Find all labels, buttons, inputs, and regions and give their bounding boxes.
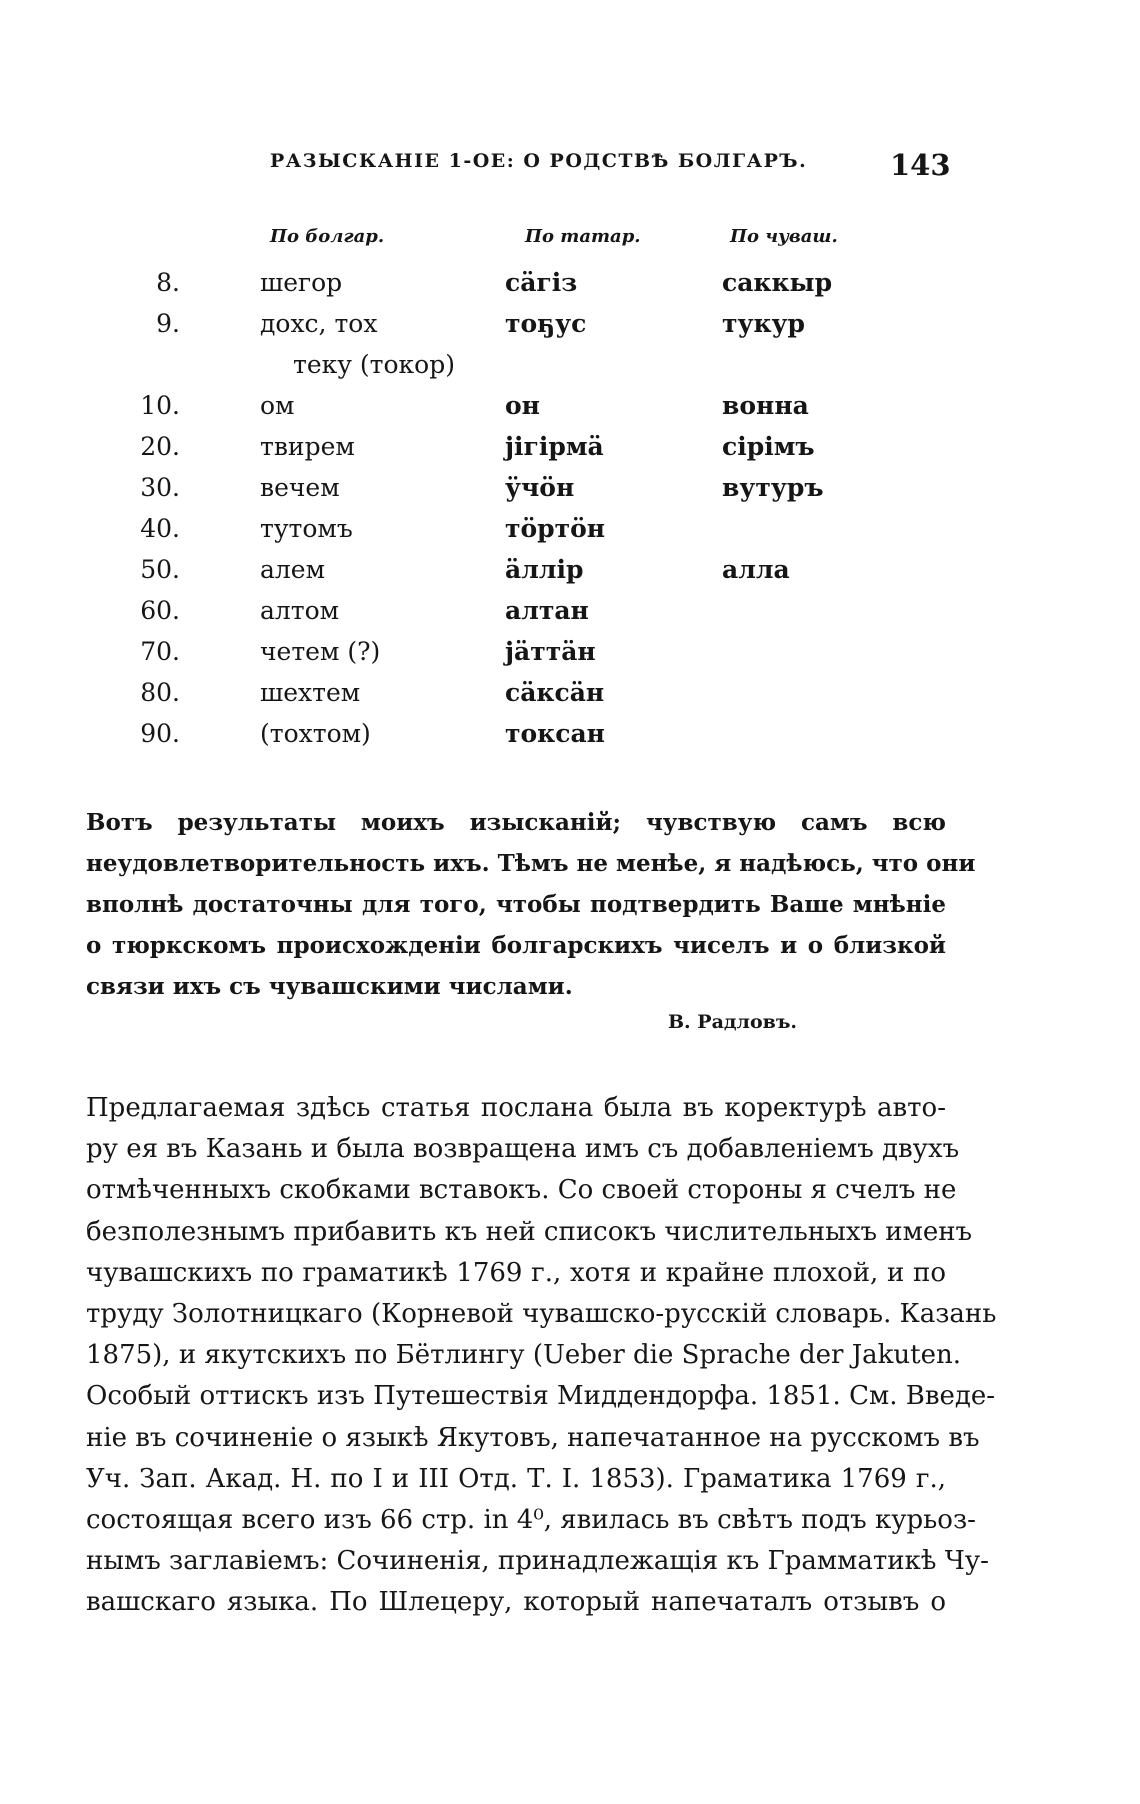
row-number: 60. [140, 596, 180, 625]
text-line: ру ея въ Казань и была возвращена имъ съ добавленіемъ двухъ [86, 1134, 960, 1165]
cell-tatar: ӓллір [505, 555, 584, 584]
cell-tatar: сӓксӓн [505, 678, 605, 707]
text-line: Вотъ результаты моихъ изысканій; чувствую самъ всю [86, 809, 946, 836]
cell-bulgar: ом [260, 391, 295, 420]
text-line: Предлагаемая здѣсь статья послана была въ коректурѣ авто- [86, 1093, 946, 1123]
cell-bulgar: вечем [260, 473, 340, 502]
cell-tatar: јігірмӓ [505, 432, 604, 461]
text-line: вашскаго языка. По Шлецеру, который напечаталъ отзывъ о [86, 1587, 946, 1618]
row-number: 90. [140, 719, 180, 748]
text-line: безполезнымъ прибавить къ ней списокъ числительныхъ именъ [86, 1216, 973, 1247]
cell-bulgar: твирем [260, 432, 355, 461]
text-line: ніе въ сочиненіе о языкѣ Якутовъ, напечатанное на русскомъ въ [86, 1422, 980, 1453]
cell-bulgar: дохс, тох [260, 309, 378, 338]
row-number: 20. [140, 432, 180, 461]
cell-tatar: он [505, 391, 540, 420]
cell-tatar: тоҕус [505, 309, 587, 338]
cell-chuvash: саккыр [722, 268, 833, 297]
cell-tatar: сӓгіз [505, 268, 578, 297]
column-header-chuvash: По чуваш. [730, 226, 838, 247]
row-number: 9. [156, 309, 180, 338]
paragraph-editorial-note [86, 1088, 997, 1624]
cell-bulgar: алтом [260, 596, 340, 625]
cell-bulgar: шегор [260, 268, 343, 297]
cell-bulgar: (тохтом) [260, 719, 371, 748]
page-number: 143 [890, 148, 951, 182]
cell-tatar: ӱчӧн [505, 473, 575, 502]
row-number: 80. [140, 678, 180, 707]
row-number: 30. [140, 473, 180, 502]
cell-bulgar: теку (токор) [293, 350, 455, 379]
cell-chuvash: сірімъ [722, 432, 815, 461]
text-line: связи ихъ съ чувашскими числами. [86, 973, 573, 1000]
row-number: 50. [140, 555, 180, 584]
text-line: чувашскихъ по граматикѣ 1769 г., хотя и крайне плохой, и по [86, 1257, 946, 1288]
cell-tatar: токсан [505, 719, 605, 748]
text-line: неудовлетворительность ихъ. Тѣмъ не менѣе, я надѣюсь, что они [86, 850, 976, 877]
text-line: 1875), и якутскихъ по Бётлингу (Ueber die Sprache der Jakuten. [86, 1340, 961, 1371]
text-line: состоящая всего изъ 66 стр. in 4⁰, явилась въ свѣтъ подъ курьоз- [86, 1505, 976, 1536]
row-number: 70. [140, 637, 180, 666]
text-line: труду Золотницкаго (Корневой чувашско-русскій словарь. Казань [86, 1299, 997, 1330]
text-line: нымъ заглавіемъ: Сочиненія, принадлежащія къ Грамматикѣ Чу- [86, 1546, 989, 1577]
row-number: 40. [140, 514, 180, 543]
running-title: РАЗЫСКАНІЕ 1-ОЕ: О РОДСТВѢ БОЛГАРЪ. [270, 150, 808, 172]
text-line: Уч. Зап. Акад. Н. по I и III Отд. Т. I. 1853). Граматика 1769 г., [86, 1463, 946, 1494]
column-header-bulgar: По болгар. [270, 226, 385, 247]
cell-tatar: алтан [505, 596, 589, 625]
cell-bulgar: тутомъ [260, 514, 353, 543]
row-number: 10. [140, 391, 180, 420]
cell-chuvash: тукур [722, 309, 806, 338]
cell-chuvash: алла [722, 555, 790, 584]
cell-chuvash: вонна [722, 391, 809, 420]
text-line: Особый оттискъ изъ Путешествія Миддендорфа. 1851. См. Введе- [86, 1381, 996, 1412]
cell-bulgar: четем (?) [260, 637, 381, 666]
cell-tatar: јӓттӓн [505, 637, 596, 666]
cell-bulgar: алем [260, 555, 326, 584]
text-line: вполнѣ достаточны для того, чтобы подтвердить Ваше мнѣніе [86, 891, 946, 918]
text-line: отмѣченныхъ скобками вставокъ. Со своей стороны я счелъ не [86, 1175, 957, 1206]
column-header-tatar: По татар. [525, 226, 641, 247]
text-line: о тюркскомъ происхожденіи болгарскихъ чиселъ и о близкой [86, 932, 946, 959]
row-number: 8. [156, 268, 180, 297]
paragraph-results [86, 802, 976, 1007]
cell-tatar: тӧртӧн [505, 514, 606, 543]
signature: В. Радловъ. [668, 1011, 798, 1033]
cell-bulgar: шехтем [260, 678, 361, 707]
cell-chuvash: вутуръ [722, 473, 824, 502]
